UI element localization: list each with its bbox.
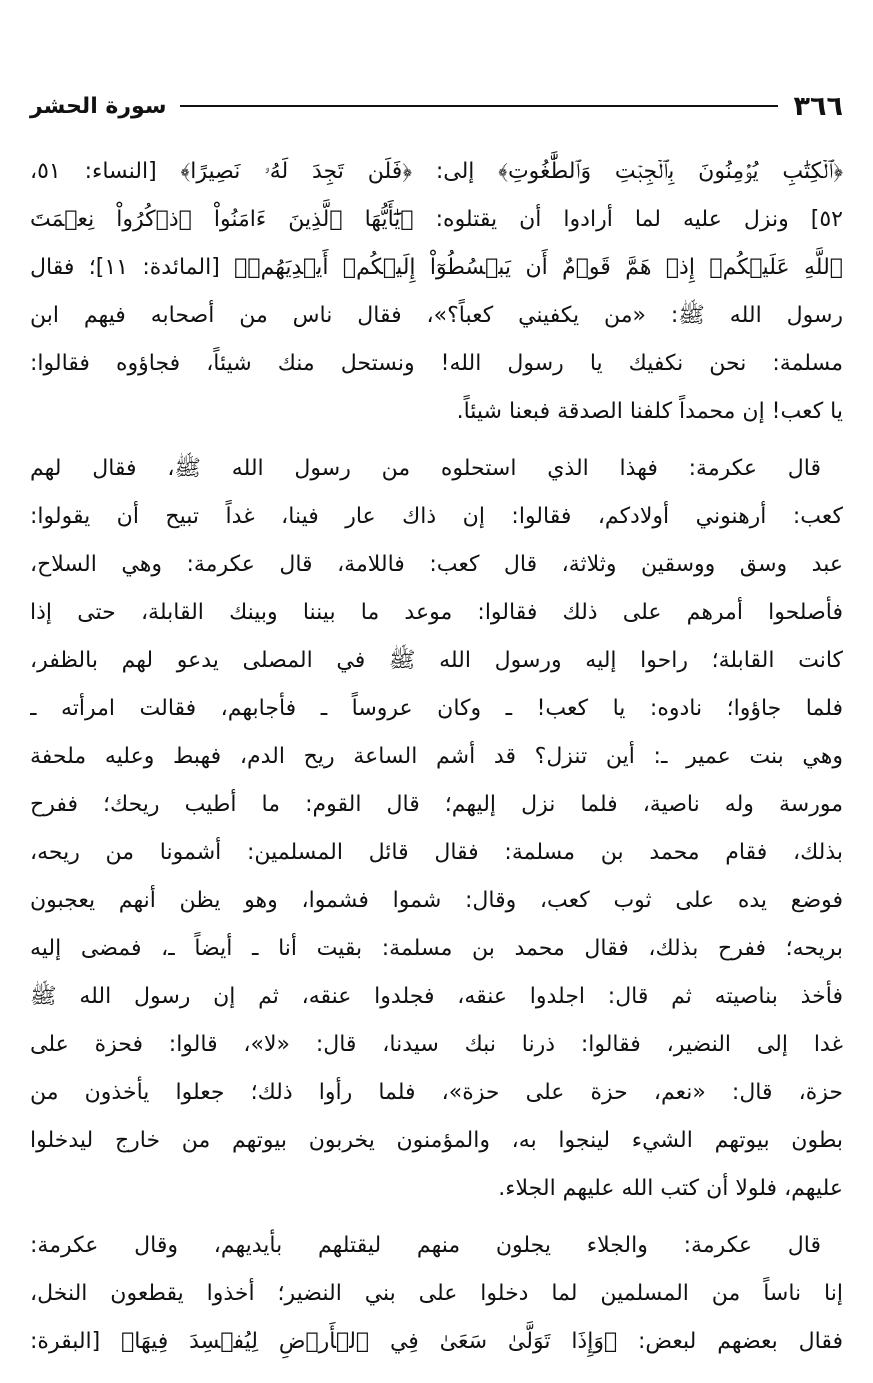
header-divider (180, 105, 777, 107)
text-line: فلما جاؤوا؛ نادوه: يا كعب! ـ وكان عروساً ـ فأجابهم، فقالت امرأته ـ (30, 696, 843, 721)
text-line: ٥٢] ونزل عليه لما أرادوا أن يقتلوه: ﴿يَٰٓأَيُّهَا ٱلَّذِينَ ءَامَنُواْ ٱذۡكُرُواْ نِعۡمَتَ (30, 207, 843, 232)
text-line: وهي بنت عمير ـ: أين تنزل؟ قد أشم الساعة ريح الدم، فهبط وعليه ملحفة (30, 744, 843, 769)
paragraph-gap (30, 1213, 843, 1222)
text-line: حزة، قال: «نعم، حزة على حزة»، فلما رأوا ذلك؛ جعلوا يأخذون من (30, 1080, 843, 1105)
text-line: فأصلحوا أمرهم على ذلك فقالوا: موعد ما بيننا وبينك القابلة، حتى إذا (30, 600, 843, 625)
text-line: بذلك، فقام محمد بن مسلمة: فقال قائل المسلمين: أشمونا من ريحه، (30, 840, 843, 865)
text-line: مورسة وله ناصية، فلما نزل إليهم؛ قال القوم: ما أطيب ريحك؛ ففرح (30, 792, 843, 817)
text-line: فوضع يده على ثوب كعب، وقال: شموا فشموا، وهو يظن أنهم يعجبون (30, 888, 843, 913)
text-line: مسلمة: نحن نكفيك يا رسول الله! ونستحل منك شيئاً، فجاؤوه فقالوا: (30, 351, 843, 376)
text-line: كعب: أرهنوني أولادكم، فقالوا: إن ذاك عار فينا، غداً تبيح أن يقولوا: (30, 504, 843, 529)
text-line: غدا إلى النضير، فقالوا: ذرنا نبك سيدنا، قال: «لا»، قالوا: فحزة على (30, 1032, 843, 1057)
text-line: عليهم، فلولا أن كتب الله عليهم الجلاء. (498, 1176, 843, 1201)
body-text (30, 148, 843, 1366)
text-line: ﴿ٱلۡكِتَٰبِ يُؤۡمِنُونَ بِٱلۡجِبۡتِ وَٱلطَّٰغُوتِ﴾ إلى: ﴿فَلَن تَجِدَ لَهُۥ نَصِيرًا﴾ [النساء: ٥١، (30, 159, 843, 184)
text-line: قال عكرمة: فهذا الذي استحلوه من رسول الله ﷺ، فقال لهم (30, 456, 821, 481)
text-line: إنا ناساً من المسلمين لما دخلوا على بني النضير؛ أخذوا يقطعون النخل، (30, 1281, 843, 1306)
text-line: يا كعب! إن محمداً كلفنا الصدقة فبعنا شيئاً. (456, 399, 843, 424)
page-header (30, 84, 843, 128)
page-number: ٣٦٦ (793, 90, 843, 122)
surah-title: سورة الحشر (30, 93, 167, 119)
text-line: رسول الله ﷺ: «من يكفيني كعباً؟»، فقال ناس من أصحابه فيهم ابن (30, 303, 843, 328)
text-line: كانت القابلة؛ راحوا إليه ورسول الله ﷺ في المصلى يدعو لهم بالظفر، (30, 648, 843, 673)
text-line: بطون بيوتهم الشيء لينجوا به، والمؤمنون يخربون بيوتهم من خارج ليدخلوا (30, 1128, 843, 1153)
text-line: عبد وسق ووسقين وثلاثة، قال كعب: فاللامة، قال عكرمة: وهي السلاح، (30, 552, 843, 577)
text-line: فقال بعضهم لبعض: ﴿وَإِذَا تَوَلَّىٰ سَعَىٰ فِي ٱلۡأَرۡضِ لِيُفۡسِدَ فِيهَا﴾ [البقرة: (30, 1329, 843, 1354)
text-line: ٱللَّهِ عَلَيۡكُمۡ إِذۡ هَمَّ قَوۡمٌ أَن يَبۡسُطُوٓاْ إِلَيۡكُمۡ أَيۡدِيَهُمۡ﴾ [المائدة: ١١]؛ فقال (30, 255, 843, 280)
text-line: فأخذ بناصيته ثم قال: اجلدوا عنقه، فجلدوا عنقه، ثم إن رسول الله ﷺ (30, 984, 843, 1009)
paragraph-gap (30, 436, 843, 445)
text-line: قال عكرمة: والجلاء يجلون منهم ليقتلهم بأيديهم، وقال عكرمة: (30, 1233, 821, 1258)
text-line: بريحه؛ ففرح بذلك، فقال محمد بن مسلمة: بقيت أنا ـ أيضاً ـ، فمضى إليه (30, 936, 843, 961)
